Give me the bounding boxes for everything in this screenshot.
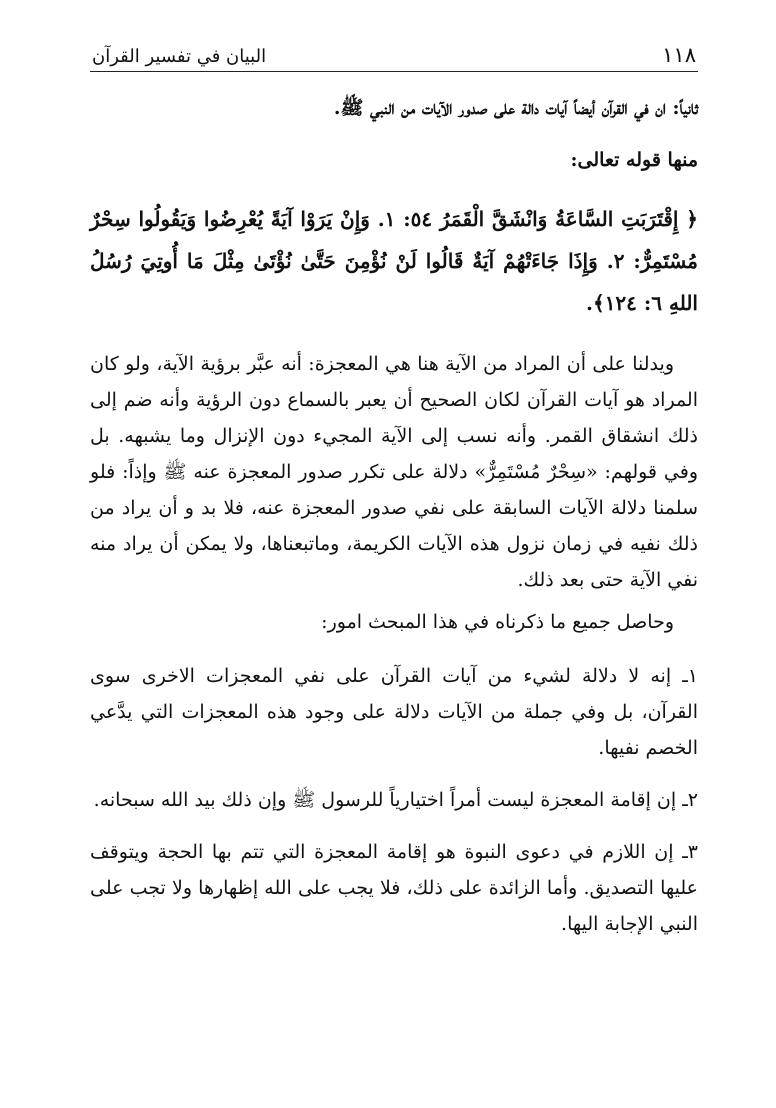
summary-point-1: ١ـ إنه لا دلالة لشيء من آيات القرآن على نفي المعجزات الاخرى سوى القرآن، بل وفي جملة من الآيات دلالة على وجود هذه المعجزات التي يدَّعي الخصم نفيها. (90, 665, 698, 759)
book-page (90, 38, 698, 958)
page-header (90, 38, 698, 72)
page-content (90, 72, 698, 942)
summary-intro: وحاصل جميع ما ذكرناه في هذا المبحث امور: (321, 611, 674, 633)
running-title: البيان في تفسير القرآن (92, 46, 267, 67)
section-heading: ثانياً: ان في القرآن أيضاً آيات دالة على صدور الآيات من النبي ﷺ. (333, 97, 698, 119)
quran-verses: ﴿ إِقْتَرَبَتِ السَّاعَةُ وَانْشَقَّ الْقَمَرُ ٥٤: ١. وَإِنْ يَرَوْا آيَةً يُعْرِضُوا وَيَقُولُوا سِحْرٌ مُسْتَمِرٌّ: ٢. وَإِذَا جَاءَتْهُمْ آيَةٌ قَالُوا لَنْ نُؤْمِنَ حَتَّىٰ نُؤْتَىٰ مِثْلَ مَا أُوتِيَ رُسُلُ اللهِ ٦: ١٢٤﴾. (90, 207, 698, 315)
body-paragraph: ويدلنا على أن المراد من الآية هنا هي المعجزة: أنه عبَّر برؤية الآية، ولو كان المراد هو آيات القرآن لكان الصحيح أن يعبر بالسماع دون الرؤية وأنه ضم إلى ذلك انشقاق القمر. وأنه نسب إلى الآية المجيء دون الإنزال وما يشبهه. بل وفي قولهم: «سِحْرٌ مُسْتَمِرٌّ» دلالة على تكرر صدور المعجزة عنه ﷺ وإذاً: فلو سلمنا دلالة الآيات السابقة على نفي صدور المعجزة عنه، فلا بد و أن يراد من ذلك نفيه في زمان نزول هذه الآيات الكريمة، وماتبعناها، ولا يمكن أن يراد منه نفي الآية حتى بعد ذلك. (90, 353, 698, 591)
summary-point-3: ٣ـ إن اللازم في دعوى النبوة هو إقامة المعجزة التي تتم بها الحجة ويتوقف عليها التصديق. وأما الزائدة على ذلك، فلا يجب على الله إظهارها ولا تجب على النبي الإجابة اليها. (90, 841, 698, 935)
verse-intro: منها قوله تعالى: (570, 149, 698, 171)
summary-point-2: ٢ـ إن إقامة المعجزة ليست أمراً اختيارياً للرسول ﷺ وإن ذلك بيد الله سبحانه. (93, 789, 698, 811)
page-number: ١١٨ (662, 43, 696, 67)
